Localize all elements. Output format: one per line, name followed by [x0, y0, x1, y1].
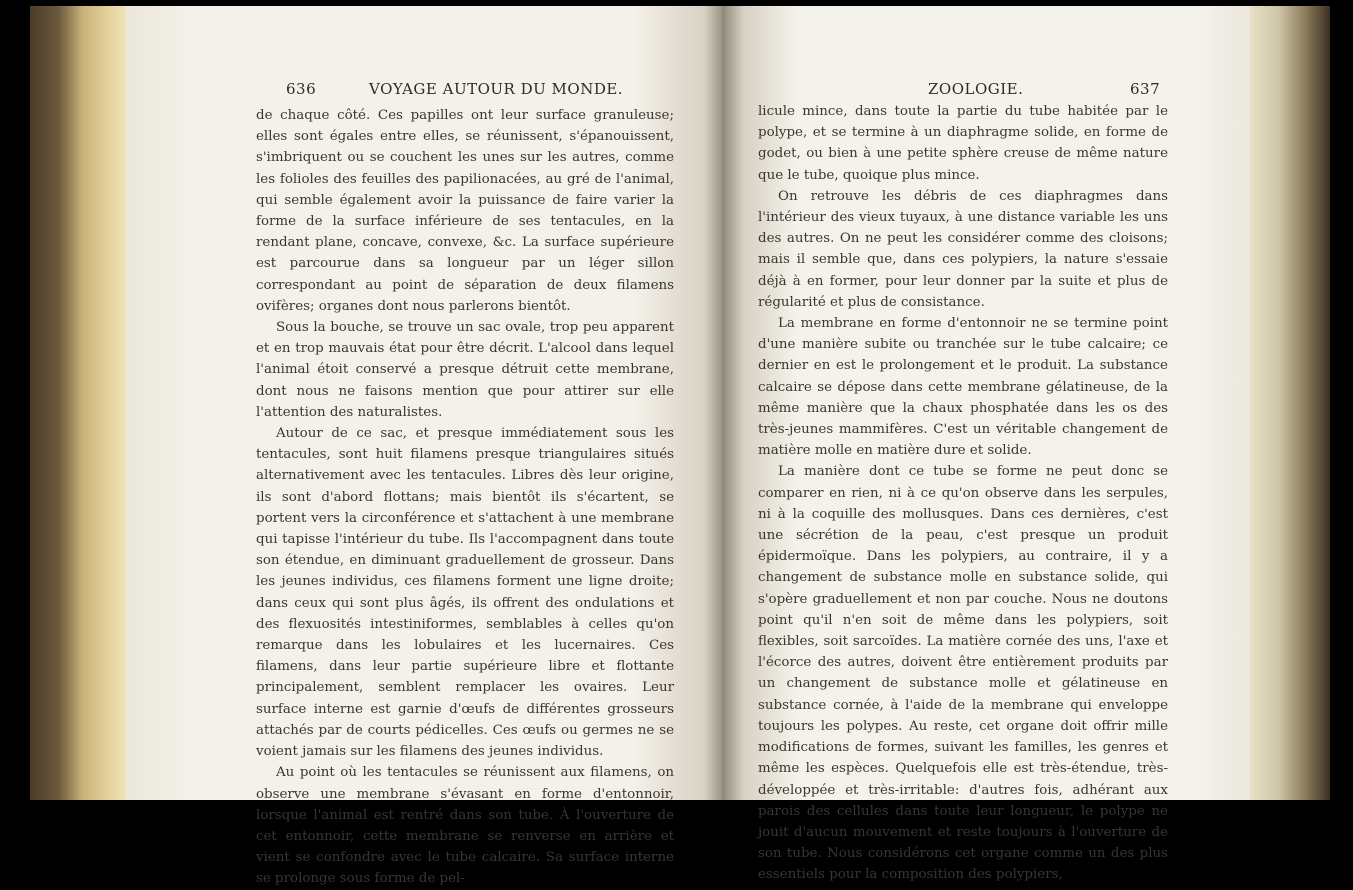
paragraph: Autour de ce sac, et presque immédiatement sous les tentacules, sont huit filamens presque triangulaires situés alternativement avec les tentacules. Libres dès leur origine, ils sont d'abord flottans; mais bientôt ils s'écartent, se portent vers la circonférence et s'attachent à une membrane qui tapisse l'intérieur du tube. Ils l'accompagnent dans toute son étendue, en diminuant graduellement de grosseur. Dans les jeunes individus, ces filamens forment une ligne droite; dans ceux qui sont plus âgés, ils offrent des ondulations et des flexuosités intestiniformes, semblables à celles qu'on remarque dans les lobulaires et les lucernaires. Ces filamens, dans leur partie supérieure libre et flottante principalement, semblent remplacer les ovaires. Leur surface interne est garnie d'œufs de différentes grosseurs attachés par de courts pédicelles. Ces œufs ou germes ne se voient jamais sur les filamens des jeunes individus.: [256, 426, 674, 760]
paragraph: Sous la bouche, se trouve un sac ovale, trop peu apparent et en trop mauvais état pour être décrit. L'alcool dans lequel l'animal étoit conservé a presque détruit cette membrane, dont nous ne faisons mention que pour attirer sur elle l'attention des naturalistes.: [256, 320, 674, 420]
paragraph: La membrane en forme d'entonnoir ne se termine point d'une manière subite ou tranchée sur le tube calcaire; ce dernier en est le prolongement et le produit. La substance calcaire se dépose dans cette membrane gélatineuse, de la même manière que la chaux phosphatée dans les os des très-jeunes mammifères. C'est un véritable changement de matière molle en matière dure et solide.: [758, 316, 1168, 459]
paragraph: La manière dont ce tube se forme ne peut donc se comparer en rien, ni à ce qu'on observe dans les serpules, ni à la coquille des mollusques. Dans ces dernières, c'est une sécrétion de la peau, c'est presque un produit épidermoïque. Dans les polypiers, au contraire, il y a changement de substance molle en substance solide, qui s'opère graduellement et non par couche. Nous ne doutons point qu'il n'en soit de même dans les polypiers, soit flexibles, soit sarcoïdes. La matière cornée des uns, l'axe et l'écorce des autres, doivent être entièrement produits par un changement de substance molle et gélatineuse en substance cornée, à l'aide de la membrane qui enveloppe toujours les polypes. Au reste, cet organe doit offrir mille modifications de formes, suivant les familles, les genres et même les espèces. Quelquefois elle est très-étendue, très-développée et très-irritable: d'autres fois, adhérant aux parois des cellules dans toute leur longueur, le polype ne jouit d'aucun mouvement et reste toujours à l'ouverture de son tube. Nous considérons cet organe comme un des plus essentiels pour la composition des polypiers,: [758, 464, 1168, 883]
page-number-right: 637: [1130, 80, 1161, 98]
running-title-left: VOYAGE AUTOUR DU MONDE.: [369, 80, 624, 98]
left-page-edges: [30, 6, 126, 800]
paragraph: licule mince, dans toute la partie du tube habitée par le polype, et se termine à un diaphragme solide, en forme de godet, ou bien à une petite sphère creuse de même nature que le tube, quoique plus mince.: [758, 104, 1168, 183]
paragraph: de chaque côté. Ces papilles ont leur surface granuleuse; elles sont égales entre elles, se réunissent, s'épanouissent, s'imbriquent ou se couchent les unes sur les autres, comme les folioles des feuilles des papilionacées, au gré de l'animal, qui semble également avoir la puissance de faire varier la forme de la surface inférieure de ses tentacules, en la rendant plane, concave, convexe, &c. La surface supérieure est parcourue dans sa longueur par un léger sillon correspondant au point de séparation de deux filamens ovifères; organes dont nous parlerons bientôt.: [256, 108, 674, 314]
left-page: [126, 6, 722, 887]
right-page-edges: [1250, 6, 1330, 800]
left-page-body: [256, 105, 674, 890]
page-number-left: 636: [286, 80, 317, 98]
right-page-body: [758, 101, 1168, 886]
right-page: [722, 6, 1250, 883]
running-title-right: ZOOLOGIE.: [928, 80, 1024, 98]
paragraph: On retrouve les débris de ces diaphragmes dans l'intérieur des vieux tuyaux, à une distance variable les uns des autres. On ne peut les considérer comme des cloisons; mais il semble que, dans ces polypiers, la nature s'essaie déjà à en former, pour leur donner par la suite et plus de régularité et plus de consistance.: [758, 188, 1168, 310]
open-book: [30, 6, 1330, 887]
paragraph: Au point où les tentacules se réunissent aux filamens, on observe une membrane s'évasant en forme d'entonnoir, lorsque l'animal est rentré dans son tube. À l'ouverture de cet entonnoir, cette membrane se renverse en arrière et vient se confondre avec le tube calcaire. Sa surface interne se prolonge sous forme de pel-: [256, 765, 674, 887]
